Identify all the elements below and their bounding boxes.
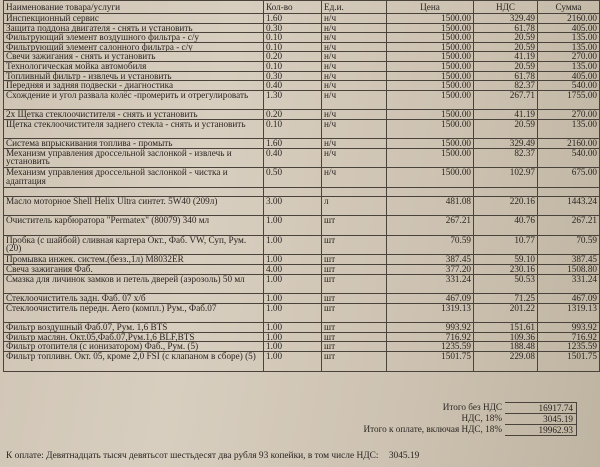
cell-name: Инспекционный сервис <box>4 14 264 24</box>
cell-vat: 41.19 <box>474 52 538 62</box>
cell-qty: 1.00 <box>264 323 322 333</box>
cell-sum: 1501.75 <box>538 352 600 372</box>
amount-in-words-text: К оплате: Девятнадцать тысяч девятьсот шестьдесят два рубля 93 копейки, в том числе НДС: <box>6 451 379 461</box>
cell-name: Фильтр топливн. Окт. 05, кроме 2,0 FSI (с клапаном в сборе) (5) <box>4 352 264 372</box>
cell-vat: 329.49 <box>474 14 538 24</box>
part-row <box>4 255 600 265</box>
total-no-vat-value: 16917.74 <box>505 402 577 414</box>
cell-qty: 0.10 <box>264 42 322 52</box>
part-row <box>4 216 600 236</box>
cell-unit: н/ч <box>322 61 387 71</box>
cell-qty: 1.00 <box>264 303 322 323</box>
service-row <box>4 14 600 24</box>
cell-qty: 0.10 <box>264 61 322 71</box>
cell-vat: 10.77 <box>474 235 538 255</box>
cell-unit: шт <box>322 352 387 372</box>
cell-unit: н/ч <box>322 148 387 168</box>
cell-qty: 1.30 <box>264 90 322 110</box>
invoice-table <box>3 0 600 372</box>
cell-qty: 1.00 <box>264 294 322 304</box>
cell-price: 1500.00 <box>387 90 474 110</box>
cell-qty: 0.30 <box>264 71 322 81</box>
cell-unit: н/ч <box>322 14 387 24</box>
cell-name: Стеклоочиститель задн. Фаб. 07 х/б <box>4 294 264 304</box>
service-row <box>4 139 600 149</box>
cell-sum: 135.00 <box>538 119 600 139</box>
cell-price: 387.45 <box>387 255 474 265</box>
cell-unit: н/ч <box>322 42 387 52</box>
cell-qty: 1.00 <box>264 342 322 352</box>
cell-unit: шт <box>322 265 387 275</box>
cell-unit: шт <box>322 303 387 323</box>
cell-price: 1501.75 <box>387 352 474 372</box>
cell-vat: 329.49 <box>474 139 538 149</box>
cell-qty: 0.20 <box>264 52 322 62</box>
cell-sum: 405.00 <box>538 23 600 33</box>
cell-sum: 675.00 <box>538 168 600 188</box>
cell-unit: шт <box>322 274 387 294</box>
cell-qty: 1.00 <box>264 216 322 236</box>
cell-name: Система впрыскивания топлива - промыть <box>4 139 264 149</box>
cell-sum: 135.00 <box>538 33 600 43</box>
service-row <box>4 81 600 91</box>
service-row <box>4 23 600 33</box>
cell-sum: 331.24 <box>538 274 600 294</box>
cell-sum: 135.00 <box>538 61 600 71</box>
service-row <box>4 33 600 43</box>
cell-unit: н/ч <box>322 139 387 149</box>
total-vat-value: 3045.19 <box>505 413 577 425</box>
service-row <box>4 119 600 139</box>
cell-sum: 1755.00 <box>538 90 600 110</box>
cell-name: Свеча зажигания Фаб. <box>4 265 264 275</box>
cell-sum: 467.09 <box>538 294 600 304</box>
section-gap <box>4 187 600 196</box>
cell-unit: н/ч <box>322 110 387 120</box>
cell-qty: 0.10 <box>264 119 322 139</box>
cell-vat: 40.76 <box>474 216 538 236</box>
cell-name: Пробка (с шайбой) сливная картера Окт., Фаб. VW, Суп, Рум. (20) <box>4 235 264 255</box>
cell-vat: 220.16 <box>474 196 538 216</box>
cell-name: Фильтр маслян. Окт.05,Фаб.07,Рум.1,6 BLF,BTS <box>4 332 264 342</box>
cell-name: Схождение и угол развала колёс -промерить и отрегулировать <box>4 90 264 110</box>
cell-vat: 109.36 <box>474 332 538 342</box>
cell-sum: 387.45 <box>538 255 600 265</box>
cell-name: Смазка для личинок замков и петель дверей (аэрозоль) 50 мл <box>4 274 264 294</box>
cell-name: Очиститель карбюратора "Permatex" (80079) 340 мл <box>4 216 264 236</box>
cell-sum: 2160.00 <box>538 139 600 149</box>
cell-price: 1500.00 <box>387 71 474 81</box>
cell-unit: н/ч <box>322 23 387 33</box>
cell-price: 1500.00 <box>387 14 474 24</box>
cell-vat: 20.59 <box>474 42 538 52</box>
cell-unit: шт <box>322 332 387 342</box>
cell-qty: 1.00 <box>264 255 322 265</box>
cell-price: 993.92 <box>387 323 474 333</box>
cell-qty: 1.00 <box>264 274 322 294</box>
cell-qty: 1.60 <box>264 14 322 24</box>
cell-vat: 82.37 <box>474 148 538 168</box>
cell-name: Технологическая мойка автомобиля <box>4 61 264 71</box>
cell-vat: 188.48 <box>474 342 538 352</box>
cell-price: 267.21 <box>387 216 474 236</box>
cell-name: Передняя и задняя подвески - диагностика <box>4 81 264 91</box>
service-row <box>4 71 600 81</box>
cell-vat: 50.53 <box>474 274 538 294</box>
header-name: Наименование товара/услуги <box>4 1 264 14</box>
cell-name: Фильтрующий элемент салонного фильтра - с/у <box>4 42 264 52</box>
cell-sum: 540.00 <box>538 148 600 168</box>
service-row <box>4 148 600 168</box>
cell-unit: н/ч <box>322 168 387 188</box>
cell-unit: н/ч <box>322 52 387 62</box>
cell-price: 1500.00 <box>387 139 474 149</box>
part-row <box>4 294 600 304</box>
cell-qty: 0.40 <box>264 81 322 91</box>
cell-price: 70.59 <box>387 235 474 255</box>
cell-name: Механизм управления дроссельной заслонкой - извлечь и установить <box>4 148 264 168</box>
cell-price: 1500.00 <box>387 42 474 52</box>
cell-name: Щетка стеклоочистителя заднего стекла - снять и установить <box>4 119 264 139</box>
service-row <box>4 52 600 62</box>
cell-unit: н/ч <box>322 33 387 43</box>
cell-unit: л <box>322 196 387 216</box>
cell-name: Масло моторное Shell Helix Ultra синтет. 5W40 (209л) <box>4 196 264 216</box>
cell-price: 331.24 <box>387 274 474 294</box>
cell-name: 2х Щетка стеклоочистителя - снять и установить <box>4 110 264 120</box>
cell-sum: 135.00 <box>538 42 600 52</box>
cell-vat: 230.16 <box>474 265 538 275</box>
amount-in-words-vat: 3045.19 <box>388 451 420 461</box>
cell-unit: шт <box>322 323 387 333</box>
cell-vat: 82.37 <box>474 81 538 91</box>
cell-qty: 1.00 <box>264 352 322 372</box>
cell-sum: 716.92 <box>538 332 600 342</box>
cell-price: 467.09 <box>387 294 474 304</box>
cell-vat: 102.97 <box>474 168 538 188</box>
part-row <box>4 274 600 294</box>
cell-price: 1500.00 <box>387 148 474 168</box>
cell-sum: 993.92 <box>538 323 600 333</box>
cell-price: 1500.00 <box>387 119 474 139</box>
cell-vat: 20.59 <box>474 119 538 139</box>
cell-vat: 61.78 <box>474 23 538 33</box>
cell-price: 481.08 <box>387 196 474 216</box>
parts-section <box>4 196 600 371</box>
service-row <box>4 90 600 110</box>
cell-sum: 1443.24 <box>538 196 600 216</box>
part-row <box>4 303 600 323</box>
cell-sum: 540.00 <box>538 81 600 91</box>
cell-price: 1500.00 <box>387 110 474 120</box>
cell-qty: 3.00 <box>264 196 322 216</box>
service-row <box>4 61 600 71</box>
service-row <box>4 110 600 120</box>
cell-vat: 229.08 <box>474 352 538 372</box>
cell-sum: 270.00 <box>538 110 600 120</box>
cell-sum: 2160.00 <box>538 14 600 24</box>
cell-sum: 1319.13 <box>538 303 600 323</box>
cell-qty: 1.00 <box>264 235 322 255</box>
header-qty: Кол-во <box>264 1 322 14</box>
cell-price: 1500.00 <box>387 168 474 188</box>
cell-vat: 20.59 <box>474 33 538 43</box>
services-section <box>4 14 600 188</box>
cell-sum: 70.59 <box>538 235 600 255</box>
cell-name: Фильтрующий элемент воздушного фильтра - с/у <box>4 33 264 43</box>
cell-price: 1500.00 <box>387 33 474 43</box>
cell-price: 1500.00 <box>387 61 474 71</box>
header-unit: Ед.и. <box>322 1 387 14</box>
header-price: Цена <box>387 1 474 14</box>
cell-vat: 61.78 <box>474 71 538 81</box>
cell-name: Защита поддона двигателя - снять и установить <box>4 23 264 33</box>
cell-name: Промывка инжек. систем.(безз.,1л) M8032ER <box>4 255 264 265</box>
part-row <box>4 196 600 216</box>
service-row <box>4 42 600 52</box>
total-pay-value: 19962.93 <box>505 424 577 436</box>
cell-sum: 1508.80 <box>538 265 600 275</box>
cell-price: 1500.00 <box>387 81 474 91</box>
cell-name: Стеклоочиститель передн. Aero (компл.) Рум., Фаб.07 <box>4 303 264 323</box>
cell-unit: шт <box>322 294 387 304</box>
part-row <box>4 323 600 333</box>
total-pay-label: Итого к оплате, включая НДС, 18% <box>363 424 502 434</box>
cell-qty: 0.40 <box>264 148 322 168</box>
cell-qty: 1.00 <box>264 332 322 342</box>
part-row <box>4 342 600 352</box>
cell-name: Механизм управления дроссельной заслонкой - чистка и адаптация <box>4 168 264 188</box>
cell-price: 1500.00 <box>387 52 474 62</box>
cell-name: Фильтр отопителя (с ионизатором) Фаб., Рум. (5) <box>4 342 264 352</box>
cell-price: 716.92 <box>387 332 474 342</box>
part-row <box>4 352 600 372</box>
cell-vat: 201.22 <box>474 303 538 323</box>
header-row <box>4 1 600 14</box>
cell-name: Свечи зажигания - снять и установить <box>4 52 264 62</box>
cell-unit: шт <box>322 342 387 352</box>
part-row <box>4 235 600 255</box>
cell-name: Фильтр воздушный Фаб.07, Рум. 1,6 BTS <box>4 323 264 333</box>
cell-qty: 4.00 <box>264 265 322 275</box>
cell-unit: шт <box>322 255 387 265</box>
cell-qty: 1.60 <box>264 139 322 149</box>
cell-vat: 59.10 <box>474 255 538 265</box>
cell-vat: 267.71 <box>474 90 538 110</box>
header-vat: НДС <box>474 1 538 14</box>
total-vat-label: НДС, 18% <box>461 413 502 423</box>
part-row <box>4 265 600 275</box>
cell-sum: 1235.59 <box>538 342 600 352</box>
cell-unit: н/ч <box>322 71 387 81</box>
cell-price: 377.20 <box>387 265 474 275</box>
cell-vat: 20.59 <box>474 61 538 71</box>
cell-price: 1235.59 <box>387 342 474 352</box>
cell-unit: шт <box>322 216 387 236</box>
cell-sum: 405.00 <box>538 71 600 81</box>
cell-price: 1319.13 <box>387 303 474 323</box>
cell-vat: 71.25 <box>474 294 538 304</box>
cell-name: Топливный фильтр - извлечь и установить <box>4 71 264 81</box>
cell-qty: 0.10 <box>264 33 322 43</box>
cell-unit: шт <box>322 235 387 255</box>
cell-vat: 151.61 <box>474 323 538 333</box>
cell-sum: 267.21 <box>538 216 600 236</box>
amount-in-words <box>6 451 419 461</box>
cell-vat: 41.19 <box>474 110 538 120</box>
service-row <box>4 168 600 188</box>
part-row <box>4 332 600 342</box>
header-sum: Сумма <box>538 1 600 14</box>
cell-unit: н/ч <box>322 81 387 91</box>
cell-sum: 270.00 <box>538 52 600 62</box>
cell-qty: 0.50 <box>264 168 322 188</box>
cell-unit: н/ч <box>322 90 387 110</box>
cell-qty: 0.30 <box>264 23 322 33</box>
cell-price: 1500.00 <box>387 23 474 33</box>
total-no-vat-label: Итого без НДС <box>442 402 502 412</box>
cell-unit: н/ч <box>322 119 387 139</box>
cell-qty: 0.20 <box>264 110 322 120</box>
